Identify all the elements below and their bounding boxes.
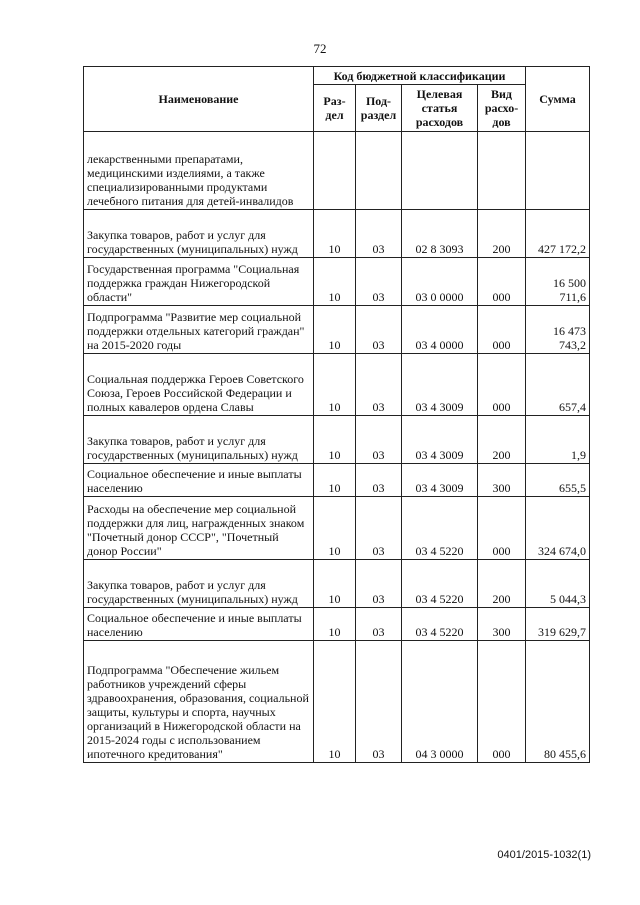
- table-row: [84, 306, 590, 354]
- table-row: [84, 258, 590, 306]
- row-razdel: 10: [314, 210, 356, 258]
- row-sum: 16 500 711,6: [526, 258, 590, 306]
- row-target-article: 03 4 3009: [402, 464, 478, 497]
- row-podrazdel: 03: [356, 497, 402, 560]
- row-razdel: 10: [314, 306, 356, 354]
- row-razdel: 10: [314, 608, 356, 641]
- row-name: Социальная поддержка Героев Советского Союза, Героев Российской Федерации и полных кавалеров ордена Славы: [84, 354, 314, 416]
- table-row: [84, 641, 590, 763]
- row-razdel: 10: [314, 354, 356, 416]
- row-podrazdel: 03: [356, 464, 402, 497]
- header-classification-group: Код бюджетной классификации: [314, 67, 526, 85]
- row-sum: 324 674,0: [526, 497, 590, 560]
- row-expense-type: 200: [478, 210, 526, 258]
- table-row: [84, 560, 590, 608]
- row-name: лекарственными препаратами, медицинскими изделиями, а также специализированными продуктами лечебного питания для детей-инвалидов: [84, 132, 314, 210]
- row-podrazdel: 03: [356, 560, 402, 608]
- row-sum: 657,4: [526, 354, 590, 416]
- row-podrazdel: 03: [356, 416, 402, 464]
- table-row: [84, 464, 590, 497]
- row-podrazdel: 03: [356, 210, 402, 258]
- row-name: Подпрограмма "Обеспечение жильем работников учреждений сферы здравоохранения, образования, социальной защиты, культуры и спорта, научных организаций в Нижегородской области на 2015-2024 годы с использованием ипотечного кредитования": [84, 641, 314, 763]
- row-target-article: 03 0 0000: [402, 258, 478, 306]
- row-name: Закупка товаров, работ и услуг для государственных (муниципальных) нужд: [84, 560, 314, 608]
- row-expense-type: 000: [478, 354, 526, 416]
- row-sum: 655,5: [526, 464, 590, 497]
- row-podrazdel: [356, 132, 402, 210]
- row-razdel: 10: [314, 416, 356, 464]
- table-row: [84, 210, 590, 258]
- row-target-article: [402, 132, 478, 210]
- header-podrazdel: Под- раздел: [356, 85, 402, 132]
- row-sum: 80 455,6: [526, 641, 590, 763]
- row-name: Государственная программа "Социальная поддержка граждан Нижегородской области": [84, 258, 314, 306]
- row-target-article: 03 4 3009: [402, 354, 478, 416]
- row-name: Социальное обеспечение и иные выплаты населению: [84, 608, 314, 641]
- page-number: 72: [313, 41, 327, 56]
- row-target-article: 03 4 5220: [402, 608, 478, 641]
- row-razdel: 10: [314, 641, 356, 763]
- row-expense-type: 000: [478, 497, 526, 560]
- row-name: Закупка товаров, работ и услуг для государственных (муниципальных) нужд: [84, 416, 314, 464]
- table-body: [84, 132, 590, 763]
- row-razdel: [314, 132, 356, 210]
- header-name: Наименование: [84, 67, 314, 132]
- table-row: [84, 354, 590, 416]
- header-razdel: Раз- дел: [314, 85, 356, 132]
- row-expense-type: 200: [478, 416, 526, 464]
- row-sum: 5 044,3: [526, 560, 590, 608]
- table-row: [84, 497, 590, 560]
- document-code: 0401/2015-1032(1): [497, 849, 591, 861]
- row-target-article: 03 4 5220: [402, 497, 478, 560]
- table-row: [84, 416, 590, 464]
- header-target-article: Целевая статья расходов: [402, 85, 478, 132]
- table-row: [84, 608, 590, 641]
- row-expense-type: 200: [478, 560, 526, 608]
- row-target-article: 03 4 0000: [402, 306, 478, 354]
- row-sum: 1,9: [526, 416, 590, 464]
- row-expense-type: 300: [478, 464, 526, 497]
- row-name: Социальное обеспечение и иные выплаты населению: [84, 464, 314, 497]
- row-sum: 16 473 743,2: [526, 306, 590, 354]
- row-podrazdel: 03: [356, 306, 402, 354]
- row-razdel: 10: [314, 560, 356, 608]
- row-podrazdel: 03: [356, 608, 402, 641]
- row-podrazdel: 03: [356, 258, 402, 306]
- row-expense-type: 000: [478, 641, 526, 763]
- row-target-article: 02 8 3093: [402, 210, 478, 258]
- row-razdel: 10: [314, 464, 356, 497]
- row-name: Подпрограмма "Развитие мер социальной поддержки отдельных категорий граждан" на 2015-2020 годы: [84, 306, 314, 354]
- table-row: [84, 132, 590, 210]
- row-name: Расходы на обеспечение мер социальной поддержки для лиц, награжденных знаком "Почетный донор СССР", "Почетный донор России": [84, 497, 314, 560]
- budget-table: [83, 66, 590, 763]
- row-expense-type: [478, 132, 526, 210]
- row-sum: 427 172,2: [526, 210, 590, 258]
- row-target-article: 03 4 5220: [402, 560, 478, 608]
- row-target-article: 04 3 0000: [402, 641, 478, 763]
- row-target-article: 03 4 3009: [402, 416, 478, 464]
- row-podrazdel: 03: [356, 354, 402, 416]
- row-razdel: 10: [314, 497, 356, 560]
- row-expense-type: 000: [478, 258, 526, 306]
- row-expense-type: 300: [478, 608, 526, 641]
- row-podrazdel: 03: [356, 641, 402, 763]
- row-sum: [526, 132, 590, 210]
- row-name: Закупка товаров, работ и услуг для государственных (муниципальных) нужд: [84, 210, 314, 258]
- row-sum: 319 629,7: [526, 608, 590, 641]
- row-razdel: 10: [314, 258, 356, 306]
- header-expense-type: Вид расхо- дов: [478, 85, 526, 132]
- header-sum: Сумма: [526, 67, 590, 132]
- row-expense-type: 000: [478, 306, 526, 354]
